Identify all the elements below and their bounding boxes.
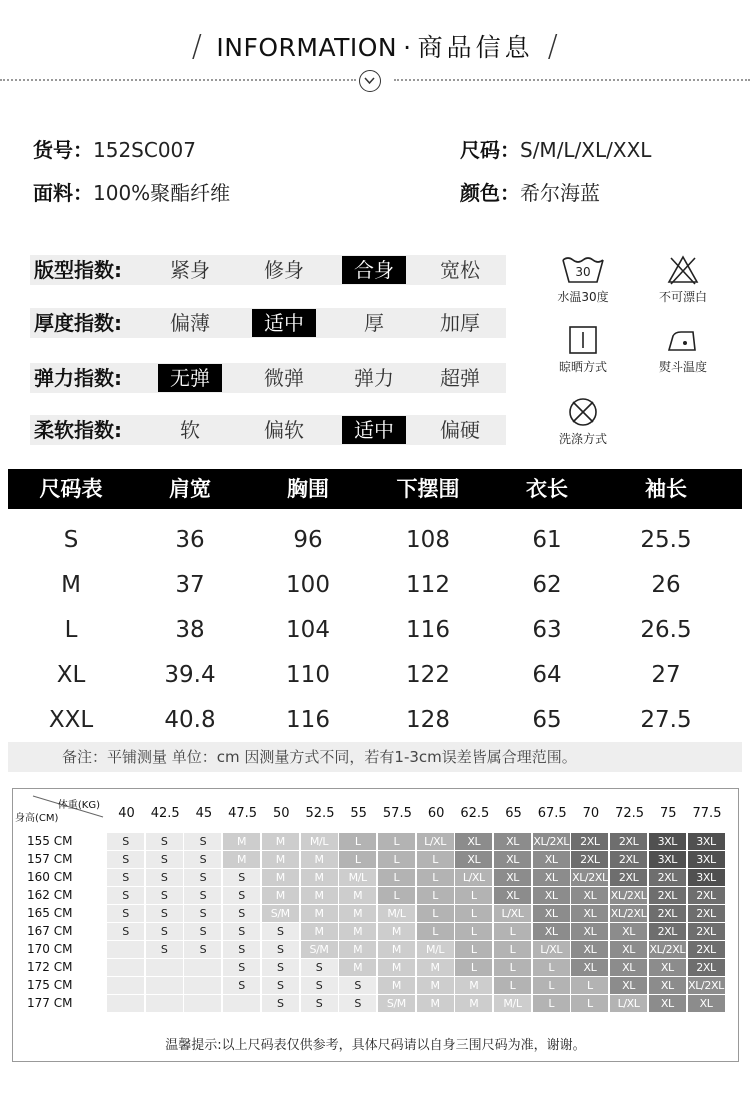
size-cell: M [262, 887, 299, 904]
size-cell: 3XL [649, 851, 686, 868]
size-cell: M [262, 851, 299, 868]
fabric-value: 100%聚酯纤维 [93, 181, 231, 205]
size-cell [107, 995, 144, 1012]
index-label: 弹力指数: [34, 366, 122, 390]
size-cell: 2XL [571, 851, 608, 868]
size-cell [184, 959, 221, 976]
size-cell: XL [533, 887, 570, 904]
size-cell: M [262, 869, 299, 886]
size-table-row [8, 653, 742, 697]
size-cell: M [223, 851, 260, 868]
size-header-cell: 肩宽 [169, 477, 211, 501]
care-no-bleach [643, 254, 723, 305]
size-cell: M [301, 887, 338, 904]
size-cell: S [184, 905, 221, 922]
size-cell: M [417, 959, 454, 976]
weight-column-label: 70 [582, 806, 600, 821]
size-cell: S [146, 869, 183, 886]
no-bleach-icon [666, 254, 700, 286]
dotted-divider-right [394, 79, 750, 81]
size-table-cell: 108 [406, 527, 450, 553]
height-row-label: 175 CM [27, 978, 73, 992]
size-cell: M [378, 977, 415, 994]
size-cell: L [455, 923, 492, 940]
size-cell: XL [649, 959, 686, 976]
height-row-label: 177 CM [27, 996, 73, 1010]
size-cell: L [339, 851, 376, 868]
size-cell: M [339, 959, 376, 976]
size-cell: S [184, 851, 221, 868]
size-cell [107, 941, 144, 958]
title-chinese: 商品信息 [417, 33, 534, 62]
color-value: 希尔海蓝 [520, 181, 600, 205]
size-cell: S [184, 869, 221, 886]
size-cell: S [107, 887, 144, 904]
size-table-cell: 62 [532, 572, 562, 598]
size-cell: S [146, 851, 183, 868]
size-cell: L [533, 959, 570, 976]
index-row [30, 415, 506, 445]
size-cell: 2XL [688, 941, 725, 958]
height-row-label: 172 CM [27, 960, 73, 974]
size-cell: S [223, 977, 260, 994]
size-table-cell: 27.5 [640, 707, 692, 733]
size-table-cell: 65 [532, 707, 562, 733]
sku-value: 152SC007 [93, 138, 197, 162]
no-dry-clean-icon [566, 396, 600, 428]
size-table-cell: 96 [293, 527, 323, 553]
size-cell: M [455, 995, 492, 1012]
size-table-header [8, 469, 742, 509]
size-cell: 2XL [649, 923, 686, 940]
size-cell: M [455, 977, 492, 994]
size-cell [146, 959, 183, 976]
size-cell: S [146, 833, 183, 850]
size-cell: XL [571, 887, 608, 904]
size-cell: XL [533, 923, 570, 940]
size-cell: S [301, 995, 338, 1012]
size-cell: S [184, 923, 221, 940]
size-header-cell: 胸围 [287, 477, 329, 501]
weight-column-label: 77.5 [692, 806, 722, 821]
size-cell: 2XL [688, 905, 725, 922]
size-cell: 3XL [688, 833, 725, 850]
size-cell: L [455, 959, 492, 976]
measurement-note: 备注：平铺测量 单位：cm 因测量方式不同，若有1-3cm误差皆属合理范围。 [8, 742, 742, 772]
size-cell: L [417, 923, 454, 940]
size-header-cell: 下摆围 [396, 477, 460, 501]
title-separator: · [403, 33, 412, 62]
size-cell: XL/2XL [688, 979, 724, 992]
weight-column-label: 57.5 [382, 806, 412, 821]
size-table-cell: 61 [532, 527, 562, 553]
size-cell: XL [494, 869, 531, 886]
chart-corner [13, 789, 106, 835]
height-weight-chart [12, 788, 739, 1062]
size-cell: XL [649, 995, 686, 1012]
size-cell: L [378, 869, 415, 886]
size-cell: L [571, 995, 608, 1012]
size-cell: S/M [301, 941, 338, 958]
index-option: 偏薄 [170, 311, 210, 335]
weight-column-label: 40 [118, 806, 135, 821]
slash-right-icon: / [547, 29, 559, 64]
size-table-cell: M [61, 572, 81, 598]
size-table-cell: 100 [286, 572, 330, 598]
size-cell: XL [571, 959, 608, 976]
section-header [0, 0, 750, 100]
size-table-cell: XXL [48, 707, 94, 733]
size-header-cell: 尺码表 [39, 477, 103, 501]
index-option-selected: 合身 [342, 256, 406, 284]
size-cell: XL [455, 833, 492, 850]
fabric-label: 面料： [33, 181, 93, 205]
size-cell: L [455, 887, 492, 904]
size-header-cell: 袖长 [645, 477, 687, 501]
weight-column-label: 60 [427, 806, 445, 821]
size-cell: XL/2XL [649, 943, 686, 956]
index-option-selected: 适中 [342, 416, 406, 444]
weight-column-label: 62.5 [460, 806, 490, 821]
size-table-cell: 63 [532, 617, 562, 643]
height-row-label: 167 CM [27, 924, 73, 938]
index-option: 弹力 [354, 366, 394, 390]
slash-left-icon: / [191, 29, 203, 64]
size-table-cell: 40.8 [164, 707, 216, 733]
size-cell: M [339, 905, 376, 922]
size-cell: S [107, 869, 144, 886]
size-cell: XL [610, 977, 647, 994]
size-cell [223, 995, 260, 1012]
size-cell: S [223, 941, 260, 958]
fabric-info [33, 177, 230, 206]
title-english: INFORMATION [216, 33, 398, 62]
size-table-cell: 104 [286, 617, 330, 643]
height-row-label: 157 CM [27, 852, 73, 866]
size-cell: M [339, 923, 376, 940]
size-cell: L [533, 977, 570, 994]
wash-temp-value: 30 [575, 265, 591, 279]
size-cell: M [417, 995, 454, 1012]
weight-column-label: 75 [660, 806, 677, 821]
height-row-label: 160 CM [27, 870, 73, 884]
size-cell: 2XL [610, 833, 647, 850]
size-cell: S [107, 905, 144, 922]
size-cell: XL/2XL [610, 907, 647, 920]
index-option: 偏软 [264, 418, 304, 442]
size-cell: 3XL [649, 833, 686, 850]
size-cell: L [494, 959, 531, 976]
color-label: 颜色： [460, 181, 520, 205]
weight-column-label: 52.5 [305, 806, 335, 821]
weight-column-label: 47.5 [228, 806, 258, 821]
size-table-cell: 26 [651, 572, 681, 598]
size-cell: S/M [262, 905, 299, 922]
size-cell: XL/2XL [572, 871, 608, 884]
sku-info [33, 134, 196, 163]
size-cell: S [146, 887, 183, 904]
size-table-cell: 36 [175, 527, 205, 553]
size-cell: S [107, 851, 144, 868]
size-cell: XL [571, 905, 608, 922]
size-cell: S [146, 905, 183, 922]
index-label: 柔软指数: [34, 418, 122, 442]
size-cell: L/XL [610, 995, 647, 1012]
size-cell: S [339, 977, 376, 994]
size-cell: 2XL [610, 851, 647, 868]
size-cell: 2XL [688, 959, 725, 976]
size-cell: XL [533, 869, 570, 886]
care-dry-label: 晾晒方式 [558, 360, 607, 374]
size-cell: 2XL [688, 887, 725, 904]
size-cell: M [378, 959, 415, 976]
care-iron [643, 324, 723, 375]
size-cell: M [417, 977, 454, 994]
care-dry [543, 324, 623, 375]
size-value: S/M/L/XL/XXL [520, 138, 652, 162]
size-table-cell: 37 [175, 572, 205, 598]
size-table-cell: 116 [286, 707, 330, 733]
care-wash-temp [543, 254, 623, 305]
size-cell: S [223, 923, 260, 940]
size-cell: 2XL [688, 923, 725, 940]
size-cell: S [107, 833, 144, 850]
size-cell: M [262, 833, 299, 850]
size-cell: XL [455, 851, 492, 868]
size-cell: XL/2XL [610, 889, 647, 902]
weight-column-label: 45 [195, 806, 213, 821]
index-option-selected: 适中 [252, 309, 316, 337]
size-cell: XL [610, 959, 647, 976]
size-table-cell: 27 [651, 662, 681, 688]
dotted-divider-left [0, 79, 356, 81]
size-cell: L/XL [533, 941, 570, 958]
size-table-cell: 25.5 [640, 527, 692, 553]
size-cell: XL/2XL [533, 835, 569, 848]
size-cell: S/M [378, 995, 415, 1012]
size-cell: XL [533, 851, 570, 868]
size-table-cell: 122 [406, 662, 450, 688]
sku-label: 货号： [33, 138, 93, 162]
size-cell: S [301, 959, 338, 976]
size-cell: S [301, 977, 338, 994]
size-cell [146, 977, 183, 994]
index-label: 版型指数: [34, 258, 122, 282]
size-cell: M/L [301, 833, 338, 850]
size-cell: M [378, 941, 415, 958]
height-row-label: 162 CM [27, 888, 73, 902]
size-cell: M [301, 869, 338, 886]
index-option-selected: 无弹 [158, 364, 222, 392]
size-cell: S [339, 995, 376, 1012]
size-cell [146, 995, 183, 1012]
size-cell: M/L [339, 869, 376, 886]
size-cell: XL [610, 923, 647, 940]
index-option: 修身 [264, 258, 304, 282]
weight-column-label: 55 [350, 806, 367, 821]
weight-axis-label: 体重(KG) [57, 800, 100, 811]
size-cell: M [339, 941, 376, 958]
weight-column-label: 42.5 [150, 806, 180, 821]
size-cell: M [301, 923, 338, 940]
size-cell: 3XL [688, 869, 725, 886]
size-table-row [8, 608, 742, 652]
size-cell: M [301, 851, 338, 868]
index-row [30, 255, 506, 285]
size-cell: 2XL [649, 905, 686, 922]
index-label: 厚度指数: [34, 311, 122, 335]
size-cell: L/XL [455, 869, 492, 886]
chart-footer-note: 温馨提示:以上尺码表仅供参考，具体尺码请以自身三围尺码为准，谢谢。 [165, 1038, 586, 1053]
size-cell: S [262, 977, 299, 994]
index-option: 宽松 [440, 258, 480, 282]
size-table-cell: 112 [406, 572, 450, 598]
index-option: 紧身 [170, 258, 210, 282]
care-no-bleach-label: 不可漂白 [658, 290, 707, 304]
size-table-cell: 38 [175, 617, 205, 643]
iron-icon [665, 324, 701, 356]
height-axis-label: 身高(CM) [15, 813, 59, 824]
care-washing [543, 396, 623, 447]
weight-column-label: 65 [505, 806, 522, 821]
size-cell: S [262, 941, 299, 958]
size-cell: L [494, 941, 531, 958]
size-cell: L/XL [494, 905, 531, 922]
section-title [0, 28, 750, 64]
size-cell: M [378, 923, 415, 940]
size-table-cell: 26.5 [640, 617, 692, 643]
care-washing-label: 洗涤方式 [558, 432, 607, 446]
index-row [30, 308, 506, 338]
size-cell: S [262, 995, 299, 1012]
height-row-label: 170 CM [27, 942, 73, 956]
size-cell: S [223, 869, 260, 886]
size-cell: S [184, 833, 221, 850]
index-option: 微弹 [264, 366, 304, 390]
size-cell: L [494, 977, 531, 994]
size-cell: XL [571, 941, 608, 958]
size-cell: M/L [417, 941, 454, 958]
size-table-row [8, 563, 742, 607]
size-cell: M/L [378, 905, 415, 922]
care-wash-label: 水温30度 [557, 290, 609, 304]
size-cell: L [378, 887, 415, 904]
size-cell: L [378, 851, 415, 868]
size-cell: XL [649, 977, 686, 994]
size-cell: 2XL [571, 833, 608, 850]
size-cell: M [223, 833, 260, 850]
index-row [30, 363, 506, 393]
size-cell: XL [571, 923, 608, 940]
size-cell [184, 995, 221, 1012]
size-cell: L [378, 833, 415, 850]
weight-column-label: 72.5 [615, 806, 645, 821]
size-table-cell: L [64, 617, 78, 643]
size-table-cell: 39.4 [164, 662, 216, 688]
size-cell: L [417, 851, 454, 868]
size-cell [184, 977, 221, 994]
index-option: 超弹 [440, 366, 480, 390]
size-cell: L [571, 977, 608, 994]
size-cell: S [223, 887, 260, 904]
size-cell: S [262, 923, 299, 940]
size-cell: S [184, 887, 221, 904]
size-cell: L [455, 905, 492, 922]
size-table-cell: 128 [406, 707, 450, 733]
weight-column-label: 50 [273, 806, 290, 821]
size-cell: XL [533, 905, 570, 922]
size-header-cell: 衣长 [526, 477, 568, 501]
size-table-cell: 64 [532, 662, 562, 688]
size-cell: S [262, 959, 299, 976]
index-option: 软 [180, 418, 200, 442]
size-cell: XL [494, 887, 531, 904]
color-info [460, 177, 600, 206]
size-cell [107, 977, 144, 994]
size-cell: XL [688, 995, 725, 1012]
size-cell: XL [494, 851, 531, 868]
size-cell: L [417, 887, 454, 904]
index-option: 厚 [364, 311, 384, 335]
index-option: 偏硬 [440, 418, 480, 442]
size-cell: L [533, 995, 570, 1012]
size-table-cell: 110 [286, 662, 330, 688]
size-table-cell: S [63, 527, 79, 553]
size-cell: L [417, 869, 454, 886]
wash-tub-icon [560, 254, 606, 286]
size-cell: S [146, 923, 183, 940]
size-cell: XL [610, 941, 647, 958]
size-info [460, 134, 651, 163]
size-cell: XL [494, 833, 531, 850]
weight-column-label: 67.5 [537, 806, 567, 821]
height-row-label: 155 CM [27, 834, 73, 848]
size-table-cell: XL [56, 662, 86, 688]
size-label: 尺码： [460, 138, 520, 162]
size-table-cell: 116 [406, 617, 450, 643]
size-table-row [8, 518, 742, 562]
size-cell: 2XL [649, 887, 686, 904]
line-dry-icon [567, 324, 599, 356]
size-cell: L [455, 941, 492, 958]
size-cell: M [339, 887, 376, 904]
size-cell [107, 959, 144, 976]
size-cell: S [223, 959, 260, 976]
size-cell: M/L [494, 995, 531, 1012]
size-cell: L [417, 905, 454, 922]
size-cell: L/XL [417, 833, 454, 850]
size-cell: L [339, 833, 376, 850]
index-option: 加厚 [440, 311, 480, 335]
chevron-down-icon [359, 70, 381, 92]
size-cell: M [301, 905, 338, 922]
height-row-label: 165 CM [27, 906, 73, 920]
size-cell: 2XL [610, 869, 647, 886]
size-cell: 2XL [649, 869, 686, 886]
care-iron-label: 熨斗温度 [658, 360, 707, 374]
size-cell: S [146, 941, 183, 958]
size-table-row [8, 698, 742, 742]
size-cell: S [223, 905, 260, 922]
size-cell: S [107, 923, 144, 940]
size-cell: L [494, 923, 531, 940]
size-cell: S [184, 941, 221, 958]
size-cell: 3XL [688, 851, 725, 868]
